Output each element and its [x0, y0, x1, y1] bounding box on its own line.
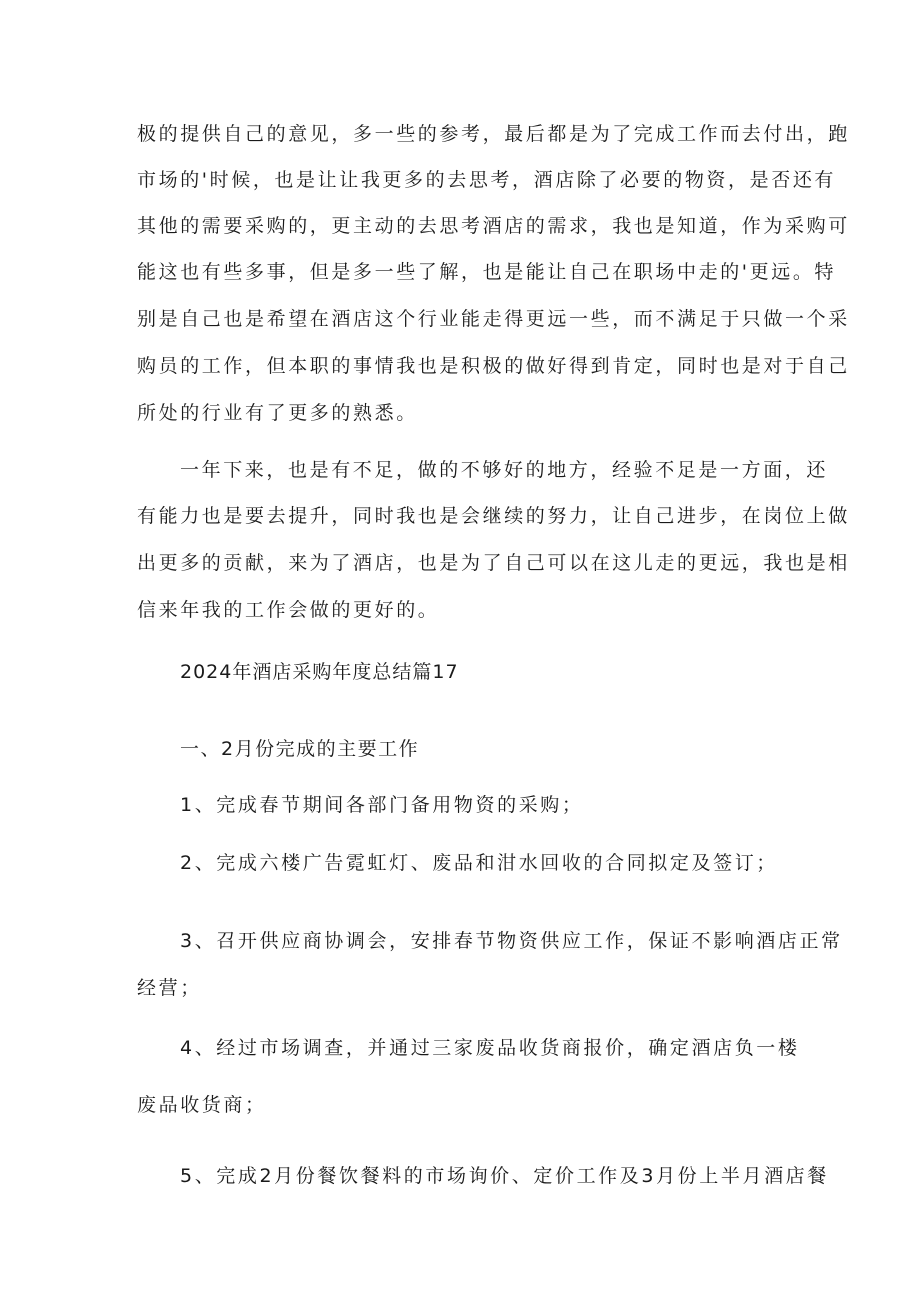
- paragraph-line: 购员的工作，但本职的事情我也是积极的做好得到肯定，同时也是对于自己: [137, 355, 850, 377]
- paragraph-line: 一年下来，也是有不足，做的不够好的地方，经验不足是一方面，还: [180, 459, 829, 481]
- paragraph-line: 别是自己也是希望在酒店这个行业能走得更远一些，而不满足于只做一个采: [137, 308, 850, 330]
- paragraph-line: 出更多的贡献，来为了酒店，也是为了自己可以在这儿走的更远，我也是相: [137, 552, 850, 574]
- paragraph-line: 市场的'时候，也是让让我更多的去思考，酒店除了必要的物资，是否还有: [137, 169, 837, 191]
- list-item-continuation: 经营；: [137, 977, 202, 999]
- list-item: 3、召开供应商协调会，安排春节物资供应工作，保证不影响酒店正常: [180, 930, 843, 952]
- paragraph-line: 信来年我的工作会做的更好的。: [137, 599, 440, 621]
- list-item: 5、完成2月份餐饮餐料的市场询价、定价工作及3月份上半月酒店餐: [180, 1165, 829, 1187]
- list-item: 2、完成六楼广告霓虹灯、废品和泔水回收的合同拟定及签订；: [180, 852, 778, 874]
- list-item: 1、完成春节期间各部门备用物资的采购；: [180, 794, 584, 816]
- paragraph-line: 所处的行业有了更多的熟悉。: [137, 402, 418, 424]
- list-item-continuation: 废品收货商；: [137, 1094, 267, 1116]
- paragraph-line: 能这也有些多事，但是多一些了解，也是能让自己在职场中走的'更远。特: [137, 261, 837, 283]
- paragraph-line: 极的提供自己的意见，多一些的参考，最后都是为了完成工作而去付出，跑: [137, 123, 850, 145]
- subheading: 一、2月份完成的主要工作: [180, 738, 420, 760]
- paragraph-line: 其他的需要采购的，更主动的去思考酒店的需求，我也是知道，作为采购可: [137, 215, 850, 237]
- list-item: 4、经过市场调查，并通过三家废品收货商报价，确定酒店负一楼: [180, 1037, 800, 1059]
- paragraph-line: 有能力也是要去提升，同时我也是会继续的努力，让自己进步，在岗位上做: [137, 505, 850, 527]
- section-title: 2024年酒店采购年度总结篇17: [180, 661, 459, 683]
